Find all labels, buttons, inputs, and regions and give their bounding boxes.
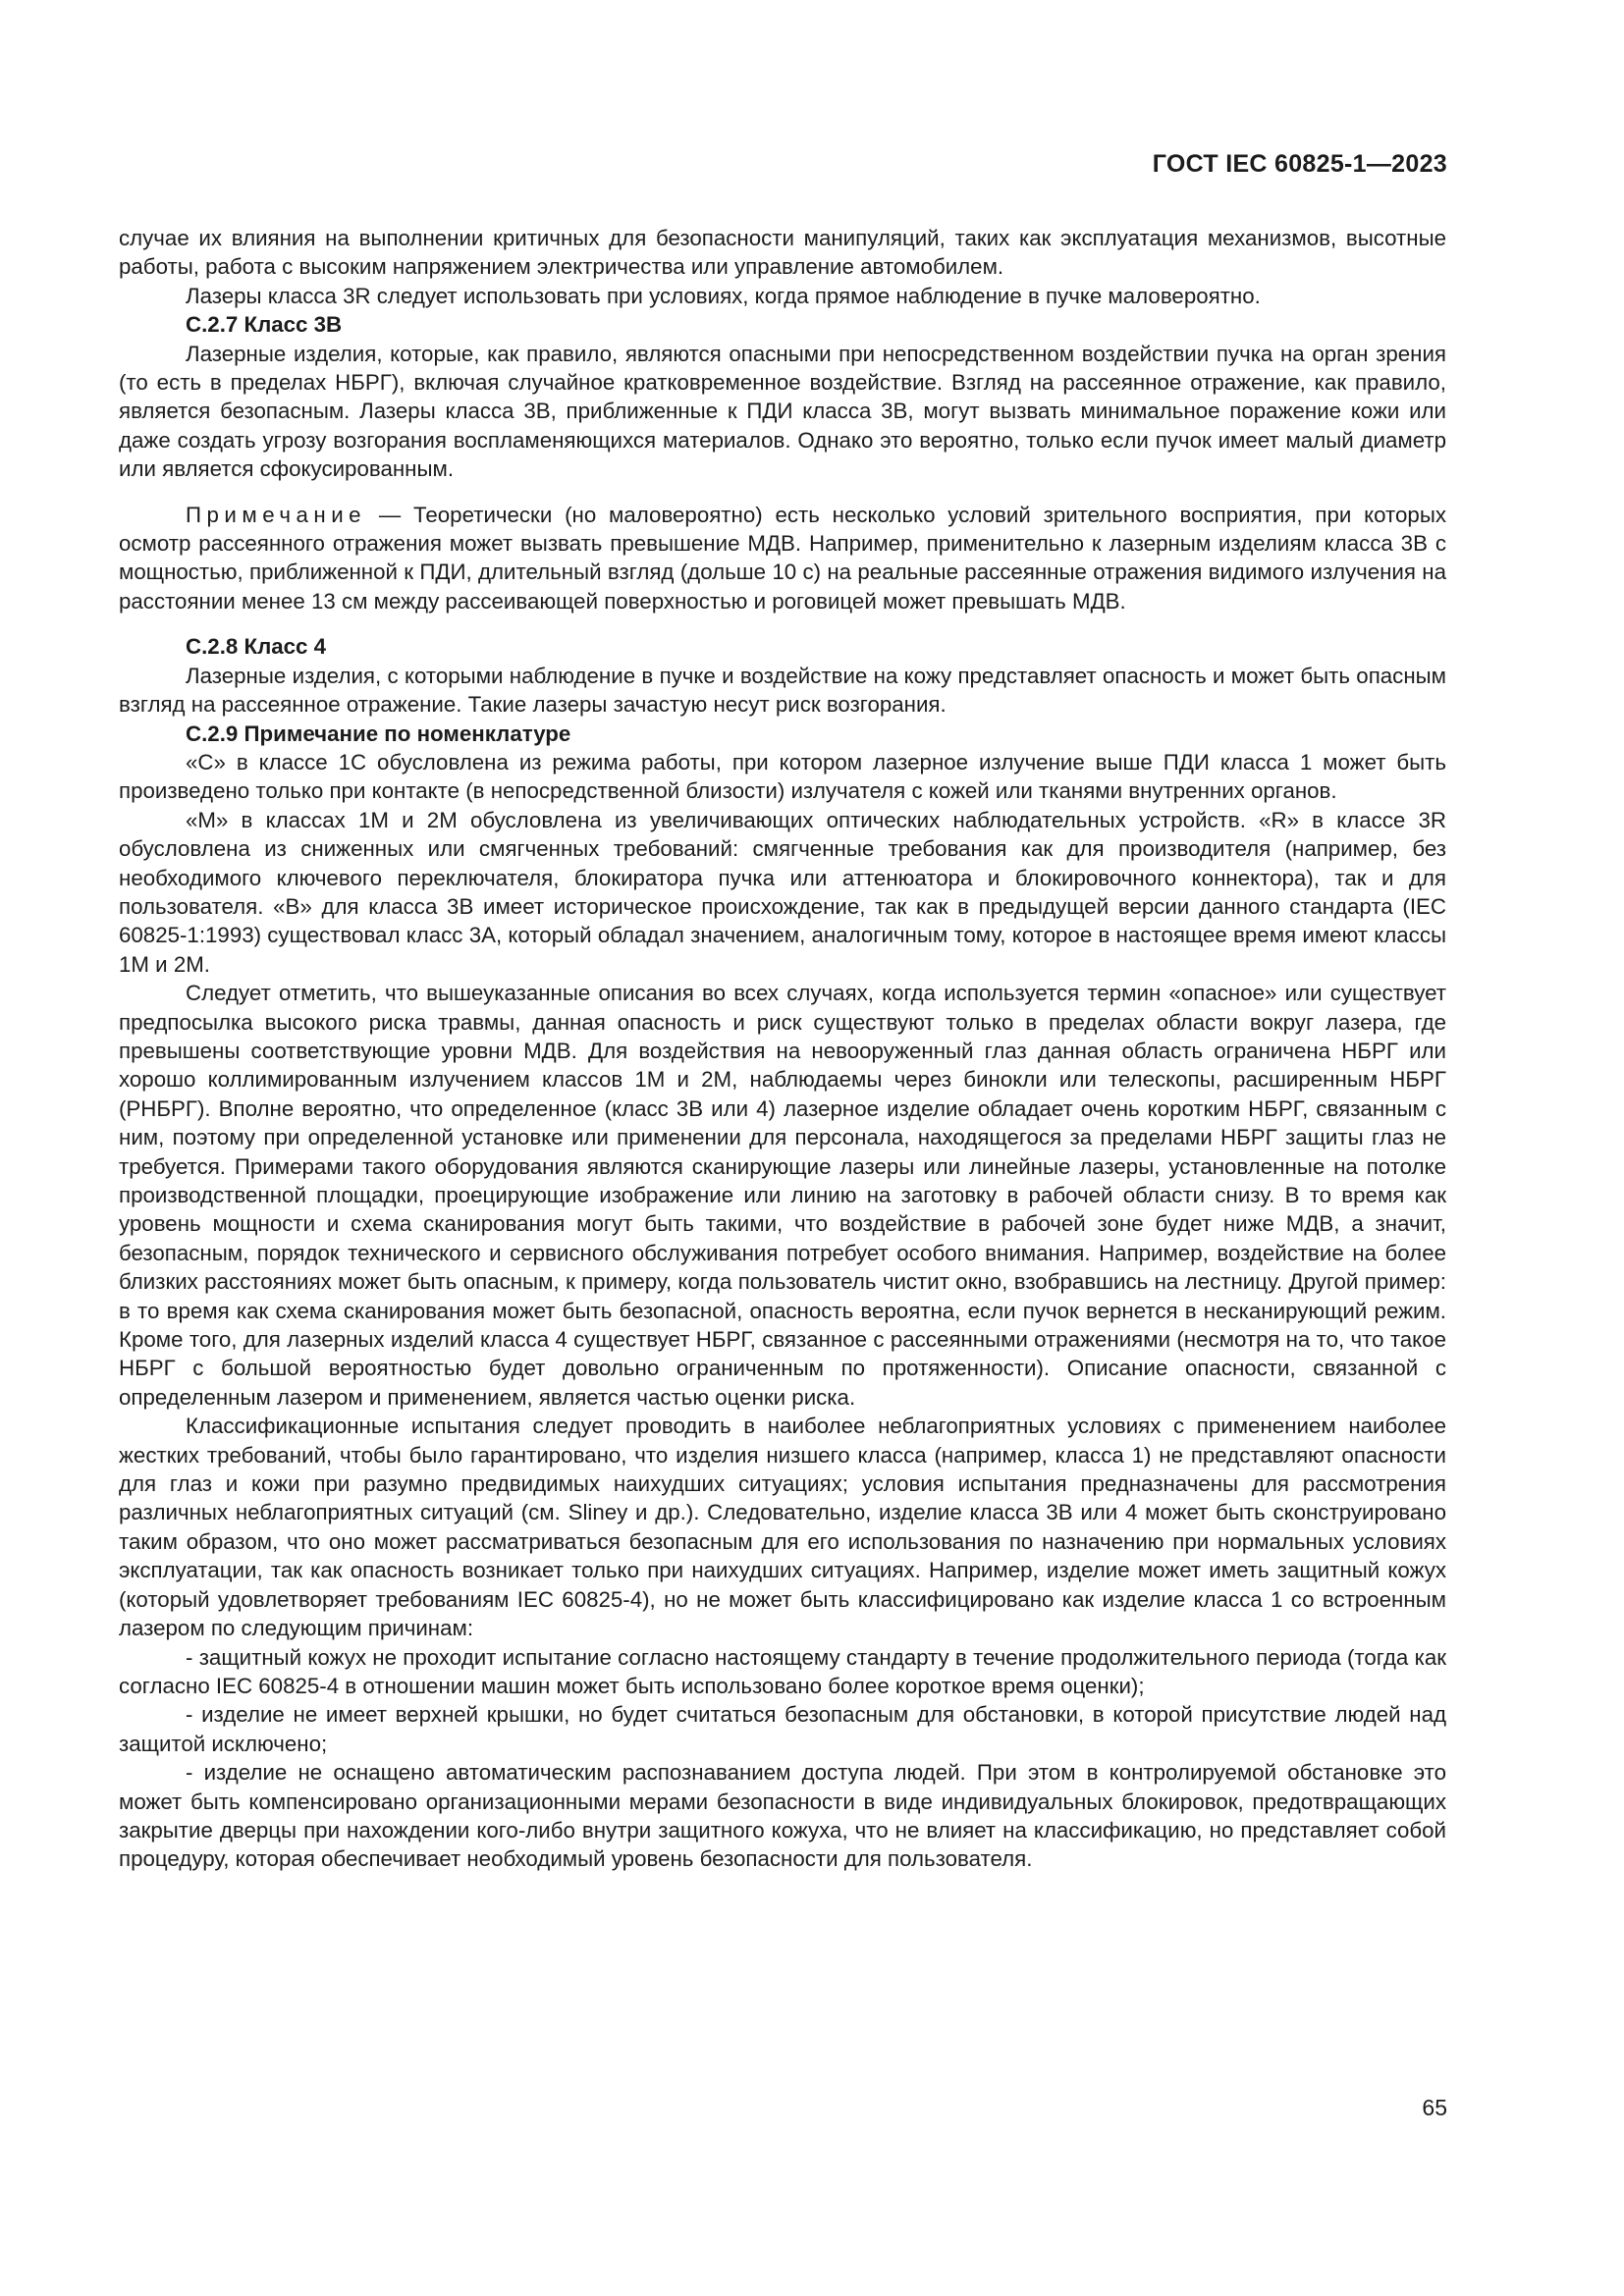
paragraph: «С» в классе 1С обусловлена из режима работы, при котором лазерное излучение выше ПДИ класса 1 может быть произведено только при контакте (в непосредственной близости) излучателя с кожей или тканями внутренних органов. (119, 749, 1446, 804)
note-label: Примечание (186, 502, 367, 527)
list-item: - защитный кожух не проходит испытание согласно настоящему стандарту в течение продолжительного периода (тогда как согласно IEC 60825-4 в отношении машин может быть использовано более короткое время оценки); (119, 1644, 1446, 1698)
section-heading-c29: С.2.9 Примечание по номенклатуре (186, 721, 571, 746)
paragraph: Лазерные изделия, которые, как правило, являются опасными при непосредственном воздействии пучка на орган зрения (то есть в пределах НБРГ), включая случайное кратковременное воздействие. Взгляд на рассеянное отражение, как правило, является безопасным. Лазеры класса 3В, приближенные к ПДИ класса 3В, могут вызвать минимальное поражение кожи или даже создать угрозу возгорания воспламеняющихся материалов. Однако это вероятно, только если пучок имеет малый диаметр или является сфокусированным. (119, 341, 1446, 482)
paragraph: Следует отметить, что вышеуказанные описания во всех случаях, когда используется термин «опасное» или существует предпосылка высокого риска травмы, данная опасность и риск существуют только в пределах области вокруг лазера, где превышены соответствующие уровни МДВ. Для воздействия на невооруженный глаз данная область ограничена НБРГ или хорошо коллимированным излучением классов 1М и 2М, наблюдаемы через бинокли или телескопы, расширенным НБРГ (РНБРГ). Вполне вероятно, что определенное (класс 3В или 4) лазерное изделие обладает очень коротким НБРГ, связанным с ним, поэтому при определенной установке или применении для персонала, находящегося за пределами НБРГ защиты глаз не требуется. Примерами такого оборудования являются сканирующие лазеры или линейные лазеры, установленные на потолке производственной площадки, проецирующие изображение или линию на заготовку в рабочей области снизу. В то время как уровень мощности и схема сканирования могут быть такими, что воздействие в рабочей зоне будет ниже МДВ, а значит, безопасным, порядок технического и сервисного обслуживания потребует особого внимания. Например, воздействие на более близких расстояниях может быть опасным, к примеру, когда пользователь чистит окно, взобравшись на лестницу. Другой пример: в то время как схема сканирования может быть безопасной, опасность вероятна, если пучок вернется в несканирующий режим. Кроме того, для лазерных изделий класса 4 существует НБРГ, связанное с рассеянными отражениями (несмотря на то, что такое НБРГ с большой вероятностью будет довольно ограниченным по протяженности). Описание опасности, связанной с определенным лазером и применением, является частью оценки риска. (119, 981, 1446, 1410)
section-heading-c27: С.2.7 Класс 3В (186, 312, 343, 338)
page-number: 65 (1422, 2095, 1447, 2120)
note (119, 501, 1446, 616)
list-item: - изделие не имеет верхней крышки, но будет считаться безопасным для обстановки, в которой присутствие людей над защитой исключено; (119, 1702, 1446, 1756)
paragraph: случае их влияния на выполнении критичных для безопасности манипуляций, таких как эксплуатация механизмов, высотные работы, работа с высоким напряжением электричества или управление автомобилем. (119, 226, 1446, 280)
document-body (119, 224, 1446, 1874)
section-heading-c28: С.2.8 Класс 4 (186, 634, 327, 660)
paragraph: Классификационные испытания следует проводить в наиболее неблагоприятных условиях с применением наиболее жестких требований, чтобы было гарантировано, что изделия низшего класса (например, класса 1) не представляют опасности для глаз и кожи при разумно предвидимых наихудших ситуациях; условия испытания предназначены для рассмотрения различных неблагоприятных ситуаций (см. Sliney и др.). Следовательно, изделие класса 3В или 4 может быть сконструировано таким образом, что оно может рассматриваться безопасным для его использования по назначению при нормальных условиях эксплуатации, так как опасность возникает только при наихудших ситуациях. Например, изделие может иметь защитный кожух (который удовлетворяет требованиям IEC 60825-4), но не может быть классифицировано как изделие класса 1 со встроенным лазером по следующим причинам: (119, 1414, 1446, 1641)
paragraph: «М» в классах 1М и 2М обусловлена из увеличивающих оптических наблюдательных устройств. «R» в классе 3R обусловлена из сниженных или смягченных требований: смягченные требования как для производителя (например, без необходимого ключевого переключателя, блокиратора пучка или аттенюатора и блокировочного коннектора), так и для пользователя. «В» для класса 3В имеет историческое происхождение, так как в предыдущей версии данного стандарта (IEC 60825-1:1993) существовал класс 3А, который обладал значением, аналогичным тому, которое в настоящее время имеют классы 1М и 2М. (119, 807, 1446, 977)
list-item: - изделие не оснащено автоматическим распознаванием доступа людей. При этом в контролируемой обстановке это может быть компенсировано организационными мерами безопасности в виде индивидуальных блокировок, предотвращающих закрытие дверцы при нахождении кого-либо внутри защитного кожуха, что не влияет на классификацию, но представляет собой процедуру, которая обеспечивает необходимый уровень безопасности для пользователя. (119, 1760, 1446, 1872)
document-header: ГОСТ IEC 60825-1—2023 (1152, 150, 1447, 178)
paragraph: Лазерные изделия, с которыми наблюдение в пучке и воздействие на кожу представляет опасность и может быть опасным взгляд на рассеянное отражение. Такие лазеры зачастую несут риск возгорания. (119, 663, 1446, 718)
note-text: — Теоретически (но маловероятно) есть несколько условий зрительного восприятия, при которых осмотр рассеянного отражения может вызвать превышение МДВ. Например, применительно к лазерным изделиям класса 3В с мощностью, приближенной к ПДИ, длительный взгляд (дольше 10 с) на реальные рассеянные отражения видимого излучения на расстоянии менее 13 см между рассеивающей поверхностью и роговицей может превышать МДВ. (119, 502, 1446, 614)
paragraph: Лазеры класса 3R следует использовать при условиях, когда прямое наблюдение в пучке маловероятно. (186, 283, 1261, 308)
